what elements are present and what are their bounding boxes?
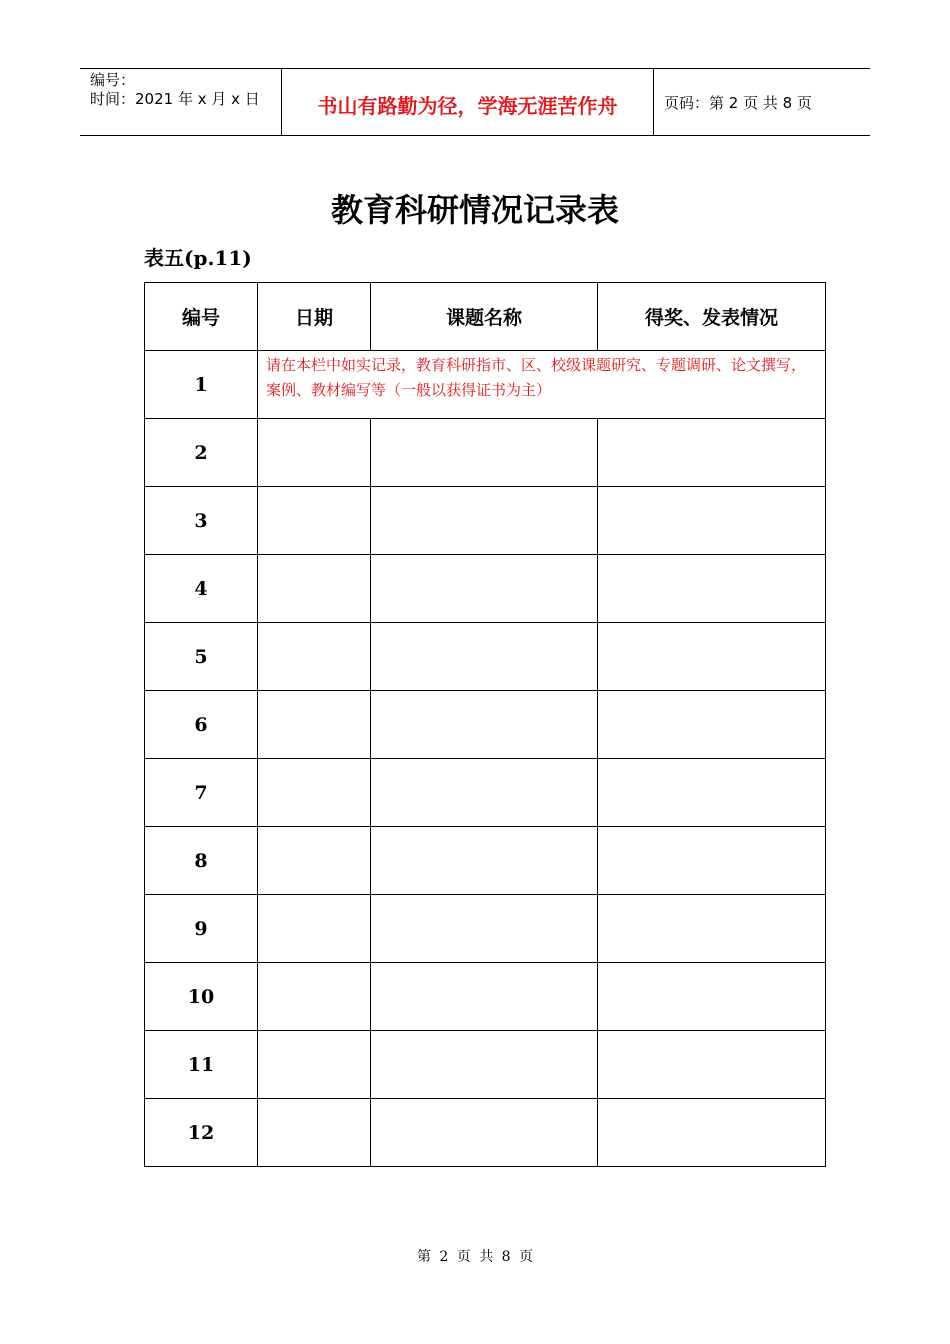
topic-cell[interactable] (371, 895, 598, 963)
date-cell[interactable] (258, 895, 371, 963)
awards-cell[interactable] (598, 419, 826, 487)
date-cell[interactable] (258, 623, 371, 691)
awards-cell[interactable] (598, 691, 826, 759)
table-row (145, 895, 826, 963)
date-cell[interactable] (258, 759, 371, 827)
topic-cell[interactable] (371, 1031, 598, 1099)
topic-cell[interactable] (371, 1099, 598, 1167)
date-cell[interactable] (258, 1031, 371, 1099)
table-row (145, 963, 826, 1031)
row-number: 2 (145, 419, 258, 487)
table-header-row (145, 283, 826, 351)
row-number: 12 (145, 1099, 258, 1167)
row-number: 3 (145, 487, 258, 555)
table-row (145, 691, 826, 759)
column-header-number: 编号 (145, 283, 258, 351)
awards-cell[interactable] (598, 1099, 826, 1167)
header-motto: 书山有路勤为径，学海无涯苦作舟 (281, 69, 654, 135)
row-number: 9 (145, 895, 258, 963)
table-row (145, 827, 826, 895)
instruction-note: 请在本栏中如实记录，教育科研指市、区、校级课题研究、专题调研、论文撰写，案例、教材编写等（一般以获得证书为主） (258, 351, 826, 419)
table-row (145, 487, 826, 555)
row-number: 6 (145, 691, 258, 759)
table-row (145, 555, 826, 623)
page-footer: 第 2 页 共 8 页 (416, 1249, 534, 1265)
row-number: 4 (145, 555, 258, 623)
column-header-awards: 得奖、发表情况 (598, 283, 826, 351)
topic-cell[interactable] (371, 759, 598, 827)
table-row (145, 1099, 826, 1167)
table-row (145, 351, 826, 419)
topic-cell[interactable] (371, 827, 598, 895)
awards-cell[interactable] (598, 963, 826, 1031)
row-number: 8 (145, 827, 258, 895)
row-number: 5 (145, 623, 258, 691)
awards-cell[interactable] (598, 555, 826, 623)
number-label: 编号： (90, 71, 136, 89)
topic-cell[interactable] (371, 963, 598, 1031)
date-cell[interactable] (258, 487, 371, 555)
date-cell[interactable] (258, 419, 371, 487)
time-label: 时间：2021 年 x 月 x 日 (90, 90, 260, 108)
topic-cell[interactable] (371, 555, 598, 623)
document-title: 教育科研情况记录表 (330, 191, 619, 229)
topic-cell[interactable] (371, 487, 598, 555)
column-header-topic: 课题名称 (371, 283, 598, 351)
table-row (145, 623, 826, 691)
date-cell[interactable] (258, 963, 371, 1031)
topic-cell[interactable] (371, 691, 598, 759)
column-header-date: 日期 (258, 283, 371, 351)
date-cell[interactable] (258, 1099, 371, 1167)
awards-cell[interactable] (598, 759, 826, 827)
awards-cell[interactable] (598, 895, 826, 963)
date-cell[interactable] (258, 555, 371, 623)
row-number: 7 (145, 759, 258, 827)
awards-cell[interactable] (598, 827, 826, 895)
page-header (80, 68, 870, 136)
topic-cell[interactable] (371, 419, 598, 487)
table-row (145, 759, 826, 827)
table-caption: 表五(p.11) (144, 246, 252, 270)
awards-cell[interactable] (598, 487, 826, 555)
row-number: 10 (145, 963, 258, 1031)
row-number: 11 (145, 1031, 258, 1099)
header-page-info: 页码：第 2 页 共 8 页 (664, 94, 812, 112)
awards-cell[interactable] (598, 623, 826, 691)
date-cell[interactable] (258, 827, 371, 895)
awards-cell[interactable] (598, 1031, 826, 1099)
row-number: 1 (145, 351, 258, 419)
record-table (144, 282, 826, 1167)
header-meta (80, 69, 281, 135)
table-row (145, 419, 826, 487)
date-cell[interactable] (258, 691, 371, 759)
table-row (145, 1031, 826, 1099)
topic-cell[interactable] (371, 623, 598, 691)
